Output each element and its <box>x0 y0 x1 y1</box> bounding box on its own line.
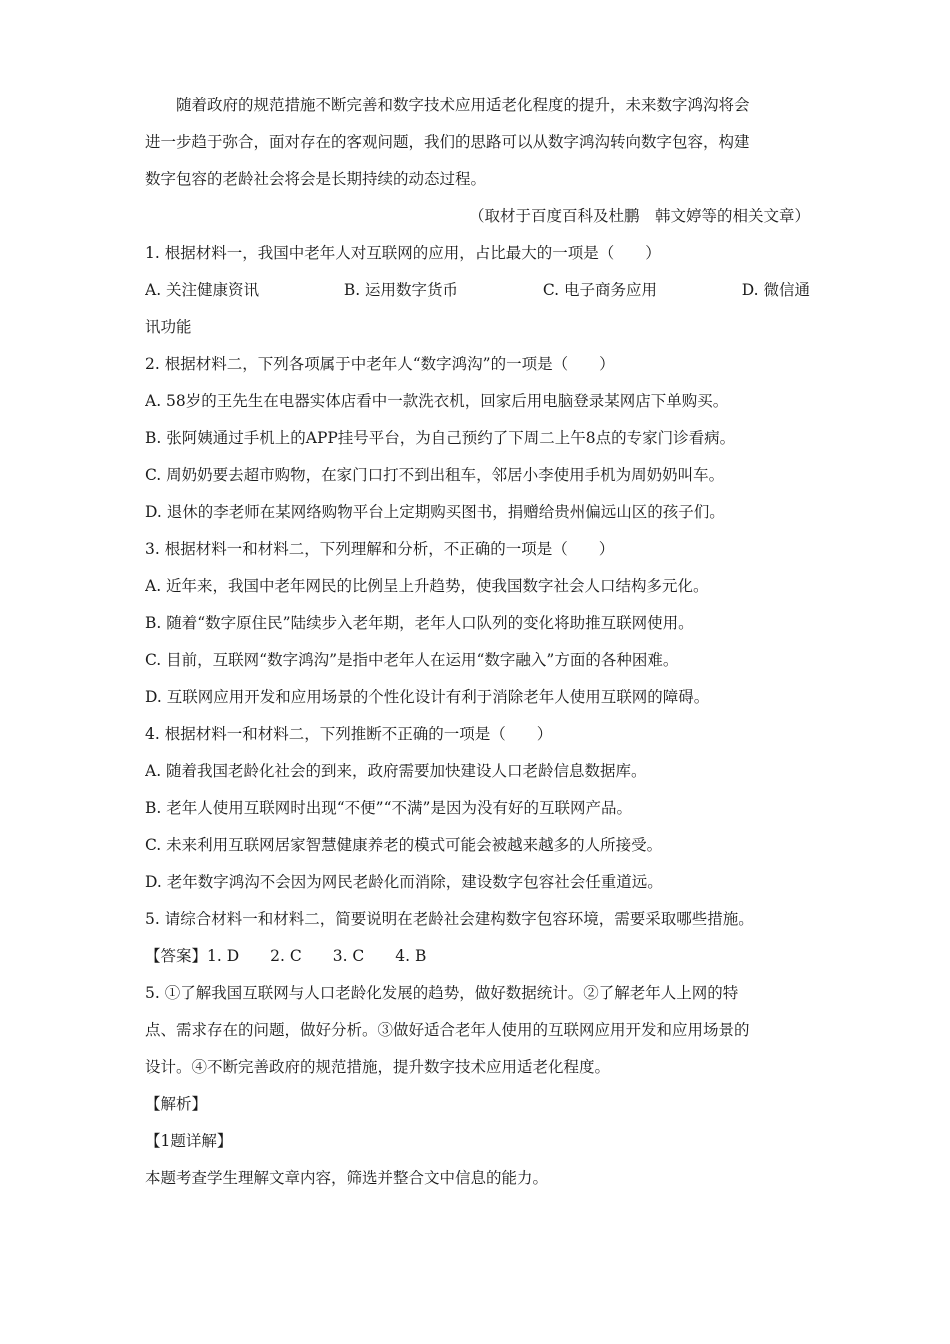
question-2-stem: 2. 根据材料二，下列各项属于中老年人“数字鸿沟”的一项是（ ） <box>145 355 615 373</box>
question-4-stem: 4. 根据材料一和材料二，下列推断不正确的一项是（ ） <box>145 725 553 743</box>
question-2-option-b: B. 张阿姨通过手机上的APP挂号平台，为自己预约了下周二上午8点的专家门诊看病。 <box>145 429 736 447</box>
question-2-option-c: C. 周奶奶要去超市购物，在家门口打不到出租车，邻居小李使用手机为周奶奶叫车。 <box>145 466 725 484</box>
question-2-option-a: A. 58岁的王先生在电器实体店看中一款洗衣机，回家后用电脑登录某网店下单购买。 <box>145 392 729 410</box>
question-1-stem: 1. 根据材料一，我国中老年人对互联网的应用，占比最大的一项是（ ） <box>145 244 661 262</box>
question-5-stem: 5. 请综合材料一和材料二，简要说明在老龄社会建构数字包容环境，需要采取哪些措施。 <box>145 910 754 928</box>
question-3-stem: 3. 根据材料一和材料二，下列理解和分析，不正确的一项是（ ） <box>145 540 615 558</box>
question-2-option-d: D. 退休的李老师在某网络购物平台上定期购买图书，捐赠给贵州偏远山区的孩子们。 <box>145 503 725 521</box>
question-3-option-d: D. 互联网应用开发和应用场景的个性化设计有利于消除老年人使用互联网的障碍。 <box>145 688 710 706</box>
answer-5-line-3: 设计。④不断完善政府的规范措施，提升数字技术应用适老化程度。 <box>145 1058 611 1076</box>
question-4-option-a: A. 随着我国老龄化社会的到来，政府需要加快建设人口老龄信息数据库。 <box>145 762 647 780</box>
question-4-option-d: D. 老年数字鸿沟不会因为网民老龄化而消除，建设数字包容社会任重道远。 <box>145 873 663 891</box>
question-1-option-c: C. 电子商务应用 <box>542 281 657 299</box>
question-3-option-b: B. 随着“数字原住民”陆续步入老年期，老年人口队列的变化将助推互联网使用。 <box>145 614 694 632</box>
analysis-label: 【解析】 <box>145 1095 208 1113</box>
passage-line-3: 数字包容的老龄社会将会是长期持续的动态过程。 <box>145 170 487 188</box>
analysis-sub-label: 【1题详解】 <box>145 1132 233 1150</box>
answer-label: 【答案】1. D 2. C 3. C 4. B <box>145 947 427 965</box>
question-1-option-d: D. 微信通 <box>741 281 810 299</box>
passage-source: （取材于百度百科及杜鹏 韩文婷等的相关文章） <box>468 207 810 225</box>
question-1-option-b: B. 运用数字货币 <box>343 281 459 299</box>
passage-line-2: 进一步趋于弥合，面对存在的客观问题，我们的思路可以从数字鸿沟转向数字包容，构建 <box>145 133 750 151</box>
answer-5-line-1: 5. ①了解我国互联网与人口老龄化发展的趋势，做好数据统计。②了解老年人上网的特 <box>145 984 739 1002</box>
question-4-option-b: B. 老年人使用互联网时出现“不便”“不满”是因为没有好的互联网产品。 <box>145 799 632 817</box>
question-1-option-a: A. 关注健康资讯 <box>145 281 260 299</box>
question-3-option-c: C. 目前，互联网“数字鸿沟”是指中老年人在运用“数字融入”方面的各种困难。 <box>145 651 679 669</box>
question-1-option-d-wrap: 讯功能 <box>145 318 192 336</box>
answer-5-line-2: 点、需求存在的问题，做好分析。③做好适合老年人使用的互联网应用开发和应用场景的 <box>145 1021 750 1039</box>
question-1-options <box>145 280 810 300</box>
question-3-option-a: A. 近年来，我国中老年网民的比例呈上升趋势，使我国数字社会人口结构多元化。 <box>145 577 709 595</box>
analysis-text: 本题考查学生理解文章内容，筛选并整合文中信息的能力。 <box>145 1169 549 1187</box>
passage-line-1: 随着政府的规范措施不断完善和数字技术应用适老化程度的提升，未来数字鸿沟将会 <box>176 96 750 114</box>
question-4-option-c: C. 未来利用互联网居家智慧健康养老的模式可能会被越来越多的人所接受。 <box>145 836 663 854</box>
